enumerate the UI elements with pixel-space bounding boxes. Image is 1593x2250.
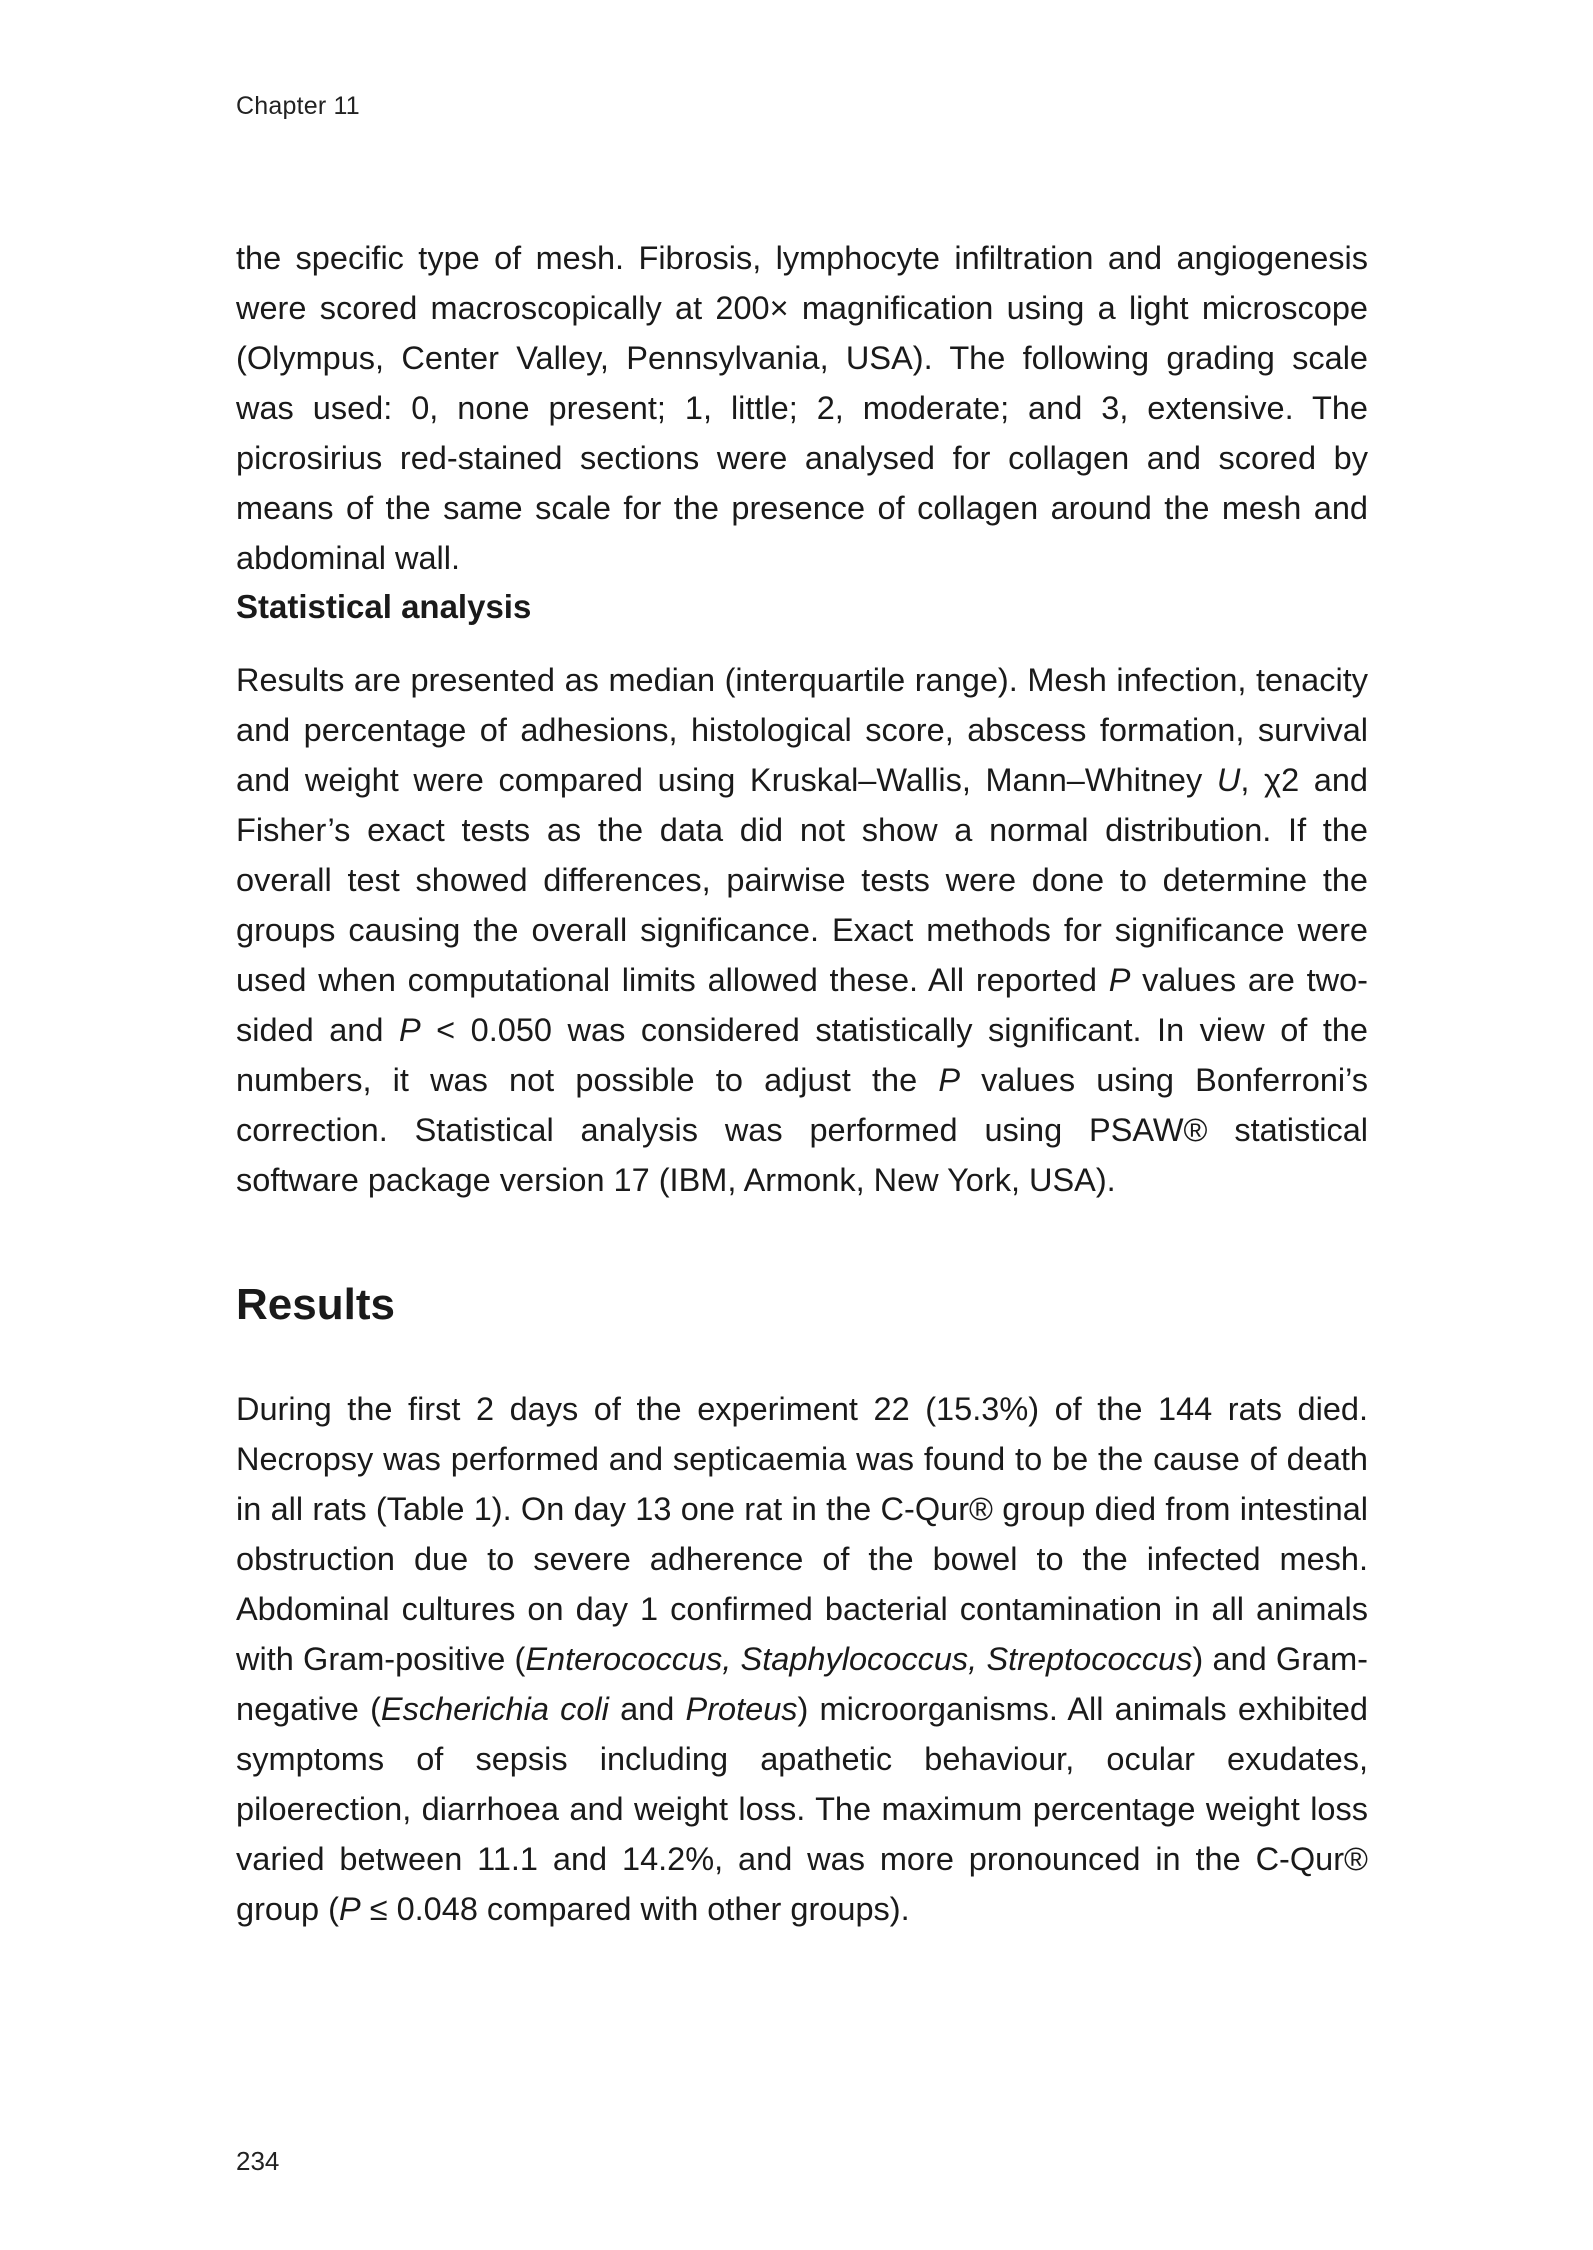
text-run: ≤ 0.048 compared with other groups). xyxy=(360,1891,910,1927)
text-run: and xyxy=(608,1691,686,1727)
page-number: 234 xyxy=(236,2146,280,2176)
methods-paragraph: the specific type of mesh. Fibrosis, lymphocyte infiltration and angiogenesis were scored macroscopically at 200× magnification using a light microscope (Olympus, Center Valley, Pennsylvania, USA). The following grading scale was used: 0, none present; 1, little; 2, moderate; and 3, extensive. The picrosirius red-stained sections were analysed for collagen and scored by means of the same scale for the presence of collagen around the mesh and abdominal wall. xyxy=(236,240,1368,576)
running-head: Chapter 11 xyxy=(236,92,360,120)
text-run: , χ2 and Fisher’s exact tests as the data did not show a normal distribution. If the overall test showed differences, pairwise tests were done to determine the groups causing the overall significance. Exact methods for significance were used when computational limits allowed these. All reported xyxy=(236,762,1368,998)
text-run: During the first 2 days of the experiment 22 (15.3%) of the 144 rats died. Necropsy was performed and septicaemia was found to be the cause of death in all rats (Table 1). On day 13 one rat in the C-Qur® group died from intestinal obstruction due to severe adherence of the bowel to the infected mesh. Abdominal cultures on day 1 confirmed bacterial contamination in all animals with Gram-positive ( xyxy=(236,1391,1368,1677)
italic-run: Enterococcus, Staphylococcus, Streptococcus xyxy=(525,1641,1193,1677)
statistical-analysis-paragraph xyxy=(236,655,1368,1205)
italic-run: Proteus xyxy=(685,1691,798,1727)
italic-run: Escherichia coli xyxy=(380,1691,609,1727)
text-run: values are two-sided and xyxy=(236,962,1368,1048)
italic-run: P xyxy=(938,1062,961,1098)
text-run: < 0.050 was considered statistically significant. In view of the numbers, it was not possible to adjust the xyxy=(236,1012,1369,1098)
statistical-analysis-heading: Statistical analysis xyxy=(236,588,532,625)
text-run: ) and Gram-negative ( xyxy=(236,1641,1368,1727)
italic-run: P xyxy=(338,1891,361,1927)
results-heading: Results xyxy=(236,1280,395,1329)
italic-run: P xyxy=(1108,962,1131,998)
text-run: ) microorganisms. All animals exhibited symptoms of sepsis including apathetic behaviour, ocular exudates, piloerection, diarrhoea and weight loss. The maximum percentage weight loss varied between 11.1 and 14.2%, and was more pronounced in the C-Qur® group ( xyxy=(236,1691,1368,1927)
results-paragraph xyxy=(236,1384,1368,1934)
text-run: Results are presented as median (interquartile range). Mesh infection, tenacity and percentage of adhesions, histological score, abscess formation, survival and weight were compared using Kruskal–Wallis, Mann–Whitney xyxy=(236,662,1368,798)
italic-run: P xyxy=(398,1012,421,1048)
italic-run: U xyxy=(1216,762,1241,798)
text-run: values using Bonferroni’s correction. Statistical analysis was performed using PSAW® statistical software package version 17 (IBM, Armonk, New York, USA). xyxy=(236,1062,1369,1198)
